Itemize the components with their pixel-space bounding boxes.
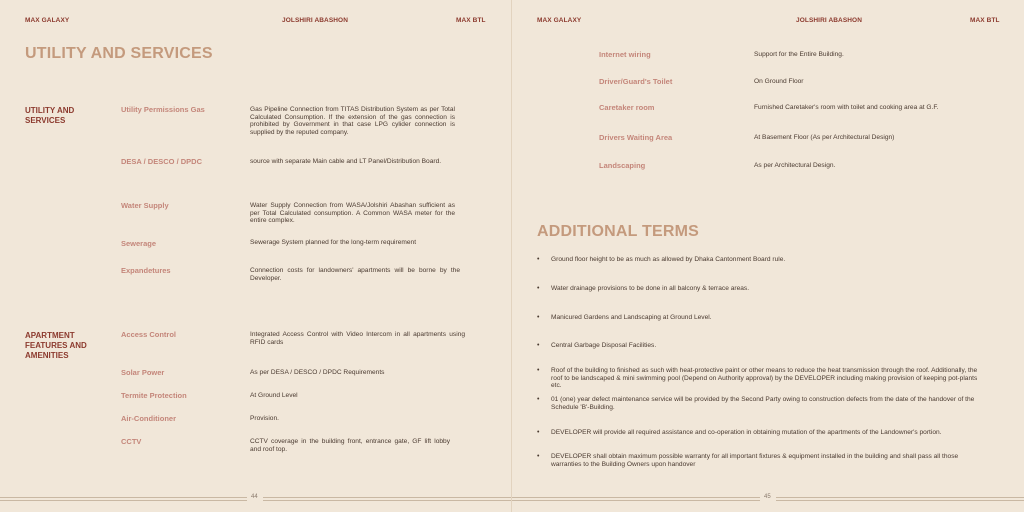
term-text: DEVELOPER will provide all required assistance and co-operation in obtaining mutation of the apartments of the Landowner's portion. xyxy=(551,429,942,436)
term-item xyxy=(537,453,987,468)
item-desc-desa: source with separate Main cable and LT Panel/Distribution Board. xyxy=(250,158,442,165)
item-label-gas: Utility Permissions Gas xyxy=(121,105,205,114)
item-desc-caretaker: Furnished Caretaker's room with toilet and cooking area at G.F. xyxy=(754,104,939,111)
term-text: Water drainage provisions to be done in all balcony & terrace areas. xyxy=(551,285,750,292)
item-label-landscaping: Landscaping xyxy=(599,161,646,170)
footer-rule-left-b xyxy=(263,497,512,501)
item-desc-drivers-waiting: At Basement Floor (As per Architectural Design) xyxy=(754,134,895,141)
term-text: DEVELOPER shall obtain maximum possible warranty for all important fixtures & equipment installed in the building and shall pass all those warranties to the Building Owners upon handover xyxy=(551,453,959,468)
bullet-icon: • xyxy=(537,314,540,321)
right-page xyxy=(512,0,1024,512)
footer-rule-right-a xyxy=(512,497,760,501)
header-center: JOLSHIRI ABASHON xyxy=(282,17,349,24)
term-text: Ground floor height to be as much as allowed by Dhaka Cantonment Board rule. xyxy=(551,256,786,263)
term-item xyxy=(537,396,987,411)
term-text: Roof of the building to finished as such with heat-protective paint or other means to reduce the heat transmission through the roof. Additionally, the roof to be landscaped & mini swimming pool (Depend on Authority approval) by the DEVELOPER including making provision of keeping pot-plants etc. xyxy=(551,367,978,390)
item-desc-air-conditioner: Provision. xyxy=(250,415,279,422)
section-label-apartment: APARTMENT FEATURES AND AMENITIES xyxy=(25,331,87,360)
term-text: Manicured Gardens and Landscaping at Ground Level. xyxy=(551,314,712,321)
page-number-right: 45 xyxy=(764,494,771,500)
term-item xyxy=(537,367,987,390)
term-item xyxy=(537,314,987,322)
header-left: MAX GALAXY xyxy=(537,17,582,24)
item-desc-water: Water Supply Connection from WASA/Jolshiri Abashan sufficient as per Total Calculated consumption. A Common WASA meter for the entire complex. xyxy=(250,202,455,225)
item-label-driver-toilet: Driver/Guard's Toilet xyxy=(599,77,673,86)
section-label-utility: UTILITY AND SERVICES xyxy=(25,106,75,125)
item-desc-expenditures: Connection costs for landowners' apartments will be borne by the Developer. xyxy=(250,267,460,282)
footer-rule-left-a xyxy=(0,497,247,501)
bullet-icon: • xyxy=(537,367,540,374)
item-label-termite: Termite Protection xyxy=(121,391,187,400)
item-desc-landscaping: As per Architectural Design. xyxy=(754,162,836,169)
item-desc-sewerage: Sewerage System planned for the long-term requirement xyxy=(250,239,417,246)
bullet-icon: • xyxy=(537,396,540,403)
item-label-sewerage: Sewerage xyxy=(121,239,157,248)
item-label-internet: Internet wiring xyxy=(599,50,651,59)
item-desc-cctv: CCTV coverage in the building front, entrance gate, GF lift lobby and roof top. xyxy=(250,438,450,453)
bullet-icon: • xyxy=(537,285,540,292)
term-text: Central Garbage Disposal Facilities. xyxy=(551,342,657,349)
item-label-desa: DESA / DESCO / DPDC xyxy=(121,157,202,166)
item-desc-solar: As per DESA / DESCO / DPDC Requirements xyxy=(250,369,385,376)
term-item xyxy=(537,285,987,293)
term-text: 01 (one) year defect maintenance service will be provided by the Second Party owing to construction defects from the date of the handover of the Schedule 'B'-Building. xyxy=(551,396,975,411)
item-desc-internet: Support for the Entire Building. xyxy=(754,51,844,58)
additional-terms-title: ADDITIONAL TERMS xyxy=(537,223,700,240)
bullet-icon: • xyxy=(537,453,540,460)
footer-rule-right-b xyxy=(776,497,1024,501)
item-label-expenditures: Expandetures xyxy=(121,266,171,275)
header-right: MAX BTL xyxy=(970,17,1000,24)
item-label-access-control: Access Control xyxy=(121,330,177,339)
item-label-cctv: CCTV xyxy=(121,437,142,446)
term-item xyxy=(537,342,987,350)
header-right: MAX BTL xyxy=(456,17,486,24)
header-center: JOLSHIRI ABASHON xyxy=(796,17,863,24)
header-left: MAX GALAXY xyxy=(25,17,70,24)
item-desc-driver-toilet: On Ground Floor xyxy=(754,78,804,85)
item-desc-gas: Gas Pipeline Connection from TITAS Distribution System as per Total Calculated Consumption. If the extension of the gas connection is prohibited by Government in that case LPG cylider connection is supplied by the reputed company. xyxy=(250,106,455,136)
page-title: UTILITY AND SERVICES xyxy=(25,45,213,62)
term-item xyxy=(537,256,987,264)
item-label-solar: Solar Power xyxy=(121,368,165,377)
bullet-icon: • xyxy=(537,256,540,263)
page-number-left: 44 xyxy=(251,494,258,500)
bullet-icon: • xyxy=(537,342,540,349)
item-desc-access-control: Integrated Access Control with Video Intercom in all apartments using RFID cards xyxy=(250,331,465,346)
term-item xyxy=(537,429,987,437)
item-label-drivers-waiting: Drivers Waiting Area xyxy=(599,133,673,142)
item-label-caretaker: Caretaker room xyxy=(599,103,655,112)
item-label-water: Water Supply xyxy=(121,201,169,210)
item-desc-termite: At Ground Level xyxy=(250,392,298,399)
item-label-air-conditioner: Air-Conditioner xyxy=(121,414,176,423)
bullet-icon: • xyxy=(537,429,540,436)
